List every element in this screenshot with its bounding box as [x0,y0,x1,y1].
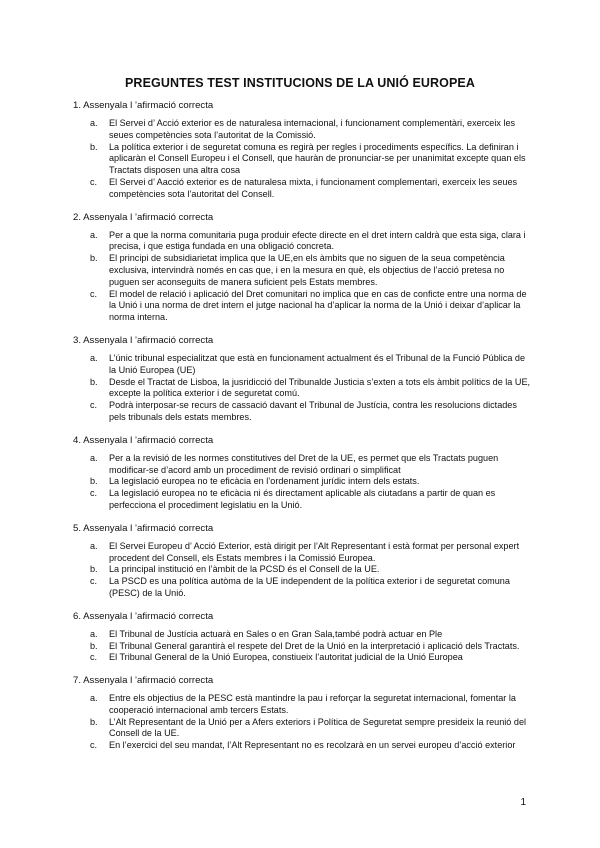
option-letter: a. [90,352,98,363]
option-letter: c. [90,288,98,299]
option-text: La legislació europea no te eficàcia en l’ordenament jurídic intern dels estats. [109,476,420,487]
option-text: La política exterior i de seguretat comuna es regirà per regles i procediments específics. La definiran i aplicaràn el Consell Europeu i el Consell, que hauràn de pronunciar-se per unanimitat excepte quan els Tractats disposen una altra cosa [109,141,526,176]
option-letter: b. [90,716,98,727]
option [73,652,533,664]
question [73,523,533,600]
option [73,377,533,401]
option [73,693,533,717]
option-letter: a. [90,693,98,704]
option-text: La PSCD es una política autòma de la UE independent de la política exterior i de seguretat comuna (PESC) de la Unió. [109,576,510,598]
option-text: El principi de subsidiarietat implica que la UE,en els àmbits que no siguen de la seua competència exclusiva, intervindrà només en cas que, i en la mesura en què, els objectius de l’acció pretesa no puguen ser aconseguits de manera suficient pels Estats membres. [109,253,505,287]
option [73,576,533,600]
question-text: 1. Assenyala l ’afirmació correcta [73,100,214,111]
option-letter: c. [90,576,98,587]
option-text: La principal institució en l’àmbit de la PCSD és el Consell de la UE. [109,564,380,575]
option-text: L’únic tribunal especialitzat que està en funcionament actualment és el Tribunal de la Funció Pública de la Unió Europea (UE) [109,352,526,375]
option [73,142,533,177]
option-text: Podrà interposar-se recurs de cassació davant el Tribunal de Justícia, contra les resolucions dictades pels tribunals dels estats membres. [109,400,517,422]
options-list [73,541,533,600]
option [73,230,533,254]
option [73,118,533,142]
question [73,611,533,664]
question [73,335,533,424]
option [73,564,533,576]
question-text: 7. Assenyala l ’afirmació correcta [73,675,214,687]
option-letter: a. [90,118,98,128]
option-text: El Tribunal General de la Unió Europea, constiueix l’autoritat judicial de la Unió Europea [109,652,463,663]
document-title: PREGUNTES TEST INSTITUCIONS DE LA UNIÓ EUROPEA [125,76,475,90]
option [73,253,533,288]
question-text: 5. Assenyala l ’afirmació correcta [73,522,214,534]
question-text: 4. Assenyala l ’afirmació correcta [73,434,214,446]
option-text: El Tribunal General garantirà el respete del Dret de la Unió en la interpretació i aplicació dels Tractats. [109,640,520,651]
option-letter: b. [90,141,98,152]
page-number: 1 [520,797,526,808]
option [73,641,533,653]
option-letter: a. [90,628,98,639]
option-text: En l’exercici del seu mandat, l’Alt Representant no es recolzarà en un servei europeu d’acció exterior [109,740,516,751]
question-text: 6. Assenyala l ’afirmació correcta [73,610,214,622]
options-list [73,230,533,324]
option-letter: c. [90,652,98,663]
option-text: Entre els objectius de la PESC està mantindre la pau i reforçar la seguretat internacional, fomentar la cooperació internacional amb tercers Estats. [109,693,516,715]
questions-list [73,100,533,763]
option [73,476,533,488]
option-letter: a. [90,452,98,463]
option-letter: b. [90,376,98,387]
question [73,435,533,512]
option [73,717,533,741]
option [73,177,533,201]
option [73,353,533,377]
option-text: L’Alt Representant de la Unió per a Afers exteriors i Política de Seguretat sempre presideix la reunió del Consell de la UE. [109,716,527,739]
option-letter: a. [90,229,98,240]
option-letter: c. [90,740,98,751]
option [73,400,533,424]
option [73,629,533,641]
option-letter: a. [90,540,98,551]
option-letter: c. [90,488,98,499]
option [73,289,533,324]
options-list [73,453,533,512]
question-text: 3. Assenyala l ’afirmació correcta [73,334,214,346]
option-text: El Servei d’ Aacció exterior es de naturalesa mixta, i funcionament complementari, exerceix les seues competències sota l’autoritat del Consell. [109,176,518,199]
option-text: El Servei Europeu d’ Acció Exterior, està dirigit per l’Alt Representant i està format per personal expert procedent del Consell, els Estats membres i la Comissió Europea. [109,540,520,563]
option-letter: b. [90,476,98,487]
options-list [73,118,533,201]
option-text: El Tribunal de Justícia actuarà en Sales o en Gran Sala,també podrà actuar en Ple [109,628,443,639]
option-letter: c. [90,176,98,187]
options-list [73,629,533,664]
option-text: El model de relació i aplicació del Dret comunitari no implica que en cas de conficte entre una norma de la Unió i una norma de dret intern el jutge nacional ha d’aplicar la norma de la Unió i deixar d’aplicar la norma interna. [109,288,527,323]
option-letter: b. [90,564,98,575]
option-text: El Servei d’ Acció exterior es de naturalesa internacional, i funcionament complementàri, exerceix les seues competències sota l’autoritat de la Comissió. [109,118,516,140]
question-text: 2. Assenyala l ’afirmació correcta [73,211,214,223]
option-letter: b. [90,253,98,264]
question [73,675,533,752]
question [73,100,533,201]
option-text: Per a que la norma comunitaria puga produir efecte directe en el dret intern caldrà que esta siga, clara i precisa, i que estiga fundada en una obligació concreta. [109,229,526,252]
option-letter: b. [90,640,98,651]
option-letter: c. [90,400,98,411]
option-text: La legislació europea no te eficàcia ni és directament aplicable als ciutadans a partir de quan es perfecciona el procediment legislatiu en la Unió. [109,488,496,510]
options-list [73,353,533,424]
question [73,212,533,324]
option-text: Desde el Tractat de Lisboa, la jusridicció del Tribunalde Justicia s’exten a tots els àmbit polítics de la UE, excepte la política exterior i de seguretat comú. [109,376,531,399]
option-text: Per a la revisió de les normes constitutives del Dret de la UE, es permet que els Tractats puguen modificar-se d’acord amb un procediment de revisió ordinari o simplificat [109,452,499,475]
option [73,453,533,477]
option [73,541,533,565]
option [73,488,533,512]
options-list [73,693,533,752]
option [73,740,533,752]
